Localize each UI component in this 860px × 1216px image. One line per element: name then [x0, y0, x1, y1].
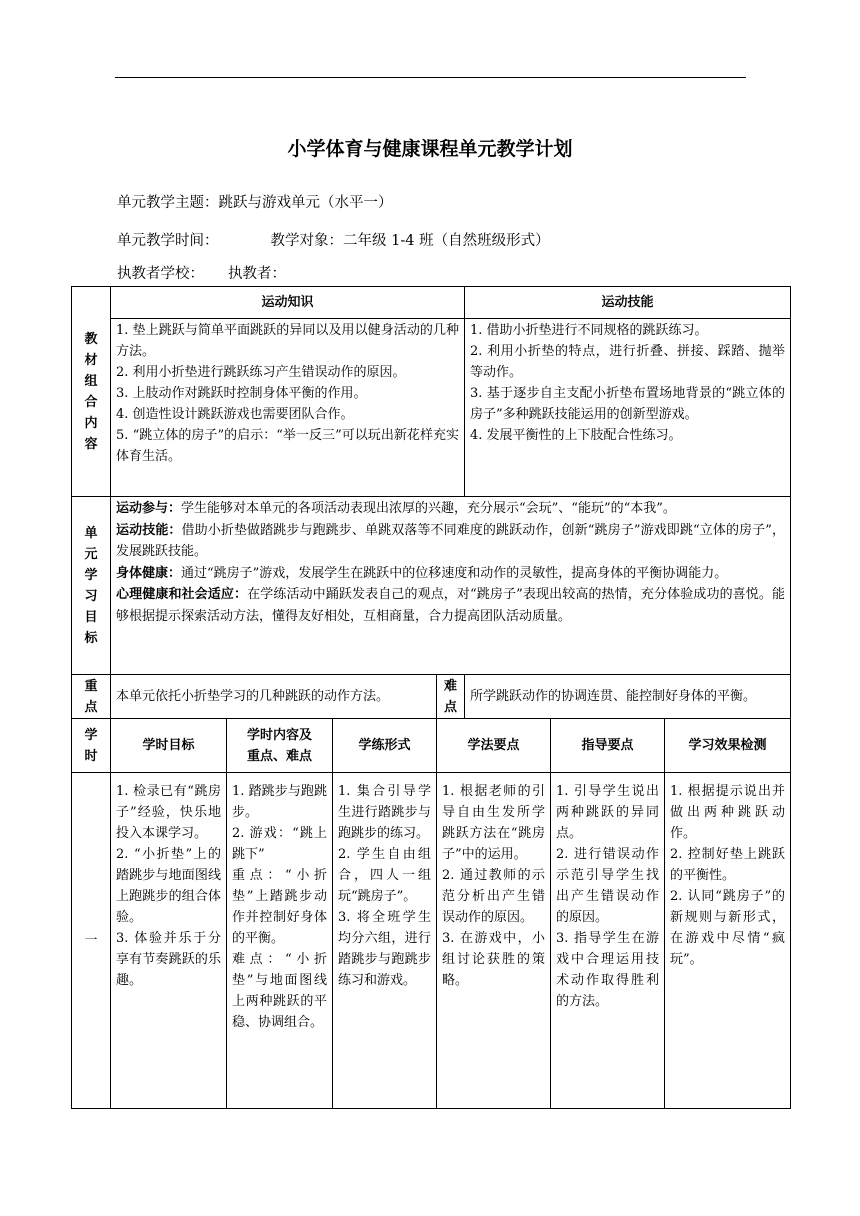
form-cell: 1. 集合引导学生进行踏跳步与跑跳步的练习。 2. 学生自由组合，四人一组玩“跳房子”。 3. 将全班学生均分六组，进行踏跳步与跑跳步练习和游戏。 — [333, 773, 437, 1109]
knowledge-list — [111, 319, 465, 497]
meta-school-teacher — [117, 262, 286, 283]
period-cell: 一 — [72, 773, 111, 1109]
content-cell: 1. 踏跳步与跑跳步。 2. 游戏：“跳上跳下” 重点：“小折垫”上踏跳步动作并控制好身体的平衡。 难点：“小折垫”与地面图线上两种跳跃的平稳、协调组合。 — [227, 773, 333, 1109]
goal-key: 运动参与： — [116, 501, 182, 516]
goal-text: 在学练活动中踊跃发表自己的观点，对“跳房子”表现出较高的热情，充分体验成功的喜悦。能够根据提示探索活动方法，懂得友好相处，互相商量，合力提高团队活动质量。 — [116, 587, 786, 624]
skill-header: 运动技能 — [465, 287, 791, 319]
teacher-label: 执教者： — [228, 266, 286, 282]
method-cell: 1. 根据老师的引导自由生发所学跳跃方法在“跳房子”中的运用。 2. 通过教师的示范分析出产生错误动作的原因。 3. 在游戏中，小组讨论获胜的策略。 — [437, 773, 551, 1109]
guide-header: 指导要点 — [551, 719, 665, 773]
method-header: 学法要点 — [437, 719, 551, 773]
theme-label: 单元教学主题： — [117, 195, 219, 211]
target-label: 教学对象： — [270, 233, 343, 249]
goal-text: 通过“跳房子”游戏，发展学生在跳跃中的位移速度和动作的灵敏性，提高身体的平衡协调能力。 — [181, 565, 728, 581]
content-section-label: 教 材 组 合 内 容 — [72, 287, 111, 497]
key-point-label: 重 点 — [72, 675, 111, 719]
goal-key: 运动技能： — [116, 522, 182, 538]
hard-point-text: 所学跳跃动作的协调连贯、能控制好身体的平衡。 — [465, 675, 791, 719]
goal-key: 心理健康和社会适应： — [116, 587, 248, 602]
header-rule — [115, 77, 746, 78]
target-value: 二年级 1-4 班（自然班级形式） — [343, 233, 550, 249]
goal-text: 借助小折垫做踏跳步与跑跳步、单跳双落等不同难度的跳跃动作，创新“跳房子”游戏即跳“立体的房子”，发展跳跃技能。 — [116, 522, 786, 559]
knowledge-item: 3. 上肢动作对跳跃时控制身体平衡的作用。 — [116, 386, 367, 401]
goal-item — [116, 584, 785, 627]
theme-value: 跳跃与游戏单元（水平一） — [218, 195, 393, 211]
knowledge-header: 运动知识 — [111, 287, 465, 319]
knowledge-item: 5. “跳立体的房子”的启示：“举一反三”可以玩出新花样充实体育生活。 — [116, 428, 460, 464]
goal-item — [116, 563, 785, 585]
goal-item — [116, 498, 785, 520]
key-point-text: 本单元依托小折垫学习的几种跳跃的动作方法。 — [111, 675, 437, 719]
form-header: 学练形式 — [333, 719, 437, 773]
skill-item: 3. 基于逐步自主支配小折垫布置场地背景的“跳立体的房子”多种跳跃技能运用的创新型游戏。 — [470, 386, 786, 422]
goals-section-label: 单 元 学 习 目 标 — [72, 497, 111, 675]
skill-item: 2. 利用小折垫的特点，进行折叠、拼接、踩踏、抛举等动作。 — [470, 344, 786, 380]
period-header: 学 时 — [72, 719, 111, 773]
goal-text: 学生能够对本单元的各项活动表现出浓厚的兴趣，充分展示“会玩”、“能玩”的“本我”。 — [181, 501, 676, 516]
school-label: 执教者学校： — [117, 266, 204, 282]
check-cell: 1. 根据提示说出并做出两种跳跃动作。 2. 控制好垫上跳跃的平衡性。 2. 认同“跳房子”的新规则与新形式，在游戏中尽情“疯玩”。 — [665, 773, 791, 1109]
meta-time-target — [117, 229, 550, 250]
meta-theme — [117, 191, 393, 212]
knowledge-item: 2. 利用小折垫进行跳跃练习产生错误动作的原因。 — [116, 365, 406, 380]
skill-list — [465, 319, 791, 497]
skill-item: 4. 发展平衡性的上下肢配合性练习。 — [470, 428, 682, 443]
knowledge-item: 4. 创造性设计跳跃游戏也需要团队合作。 — [116, 407, 354, 422]
check-header: 学习效果检测 — [665, 719, 791, 773]
guide-cell: 1. 引导学生说出两种跳跃的异同点。 2. 进行错误动作示范引导学生找出产生错误动作的原因。 3. 指导学生在游戏中合理运用技术动作取得胜利的方法。 — [551, 773, 665, 1109]
hard-point-label: 难 点 — [437, 675, 465, 719]
content-header: 学时内容及 重点、难点 — [227, 719, 333, 773]
goal-header: 学时目标 — [111, 719, 227, 773]
plan-table — [71, 286, 791, 1109]
skill-item: 1. 借助小折垫进行不同规格的跳跃练习。 — [470, 323, 708, 338]
goals-list — [111, 497, 791, 675]
document-title: 小学体育与健康课程单元教学计划 — [287, 138, 573, 160]
goal-cell: 1. 检录已有“跳房子”经验，快乐地投入本课学习。 2. “小折垫”上的踏跳步与地面图线上跑跳步的组合体验。 3. 体验并乐于分享有节奏跳跃的乐趣。 — [111, 773, 227, 1109]
goal-key: 身体健康： — [116, 565, 182, 581]
knowledge-item: 1. 垫上跳跃与简单平面跳跃的异同以及用以健身活动的几种方法。 — [116, 323, 460, 359]
table-row — [72, 773, 791, 1109]
goal-item — [116, 520, 785, 563]
time-label: 单元教学时间： — [117, 233, 219, 249]
